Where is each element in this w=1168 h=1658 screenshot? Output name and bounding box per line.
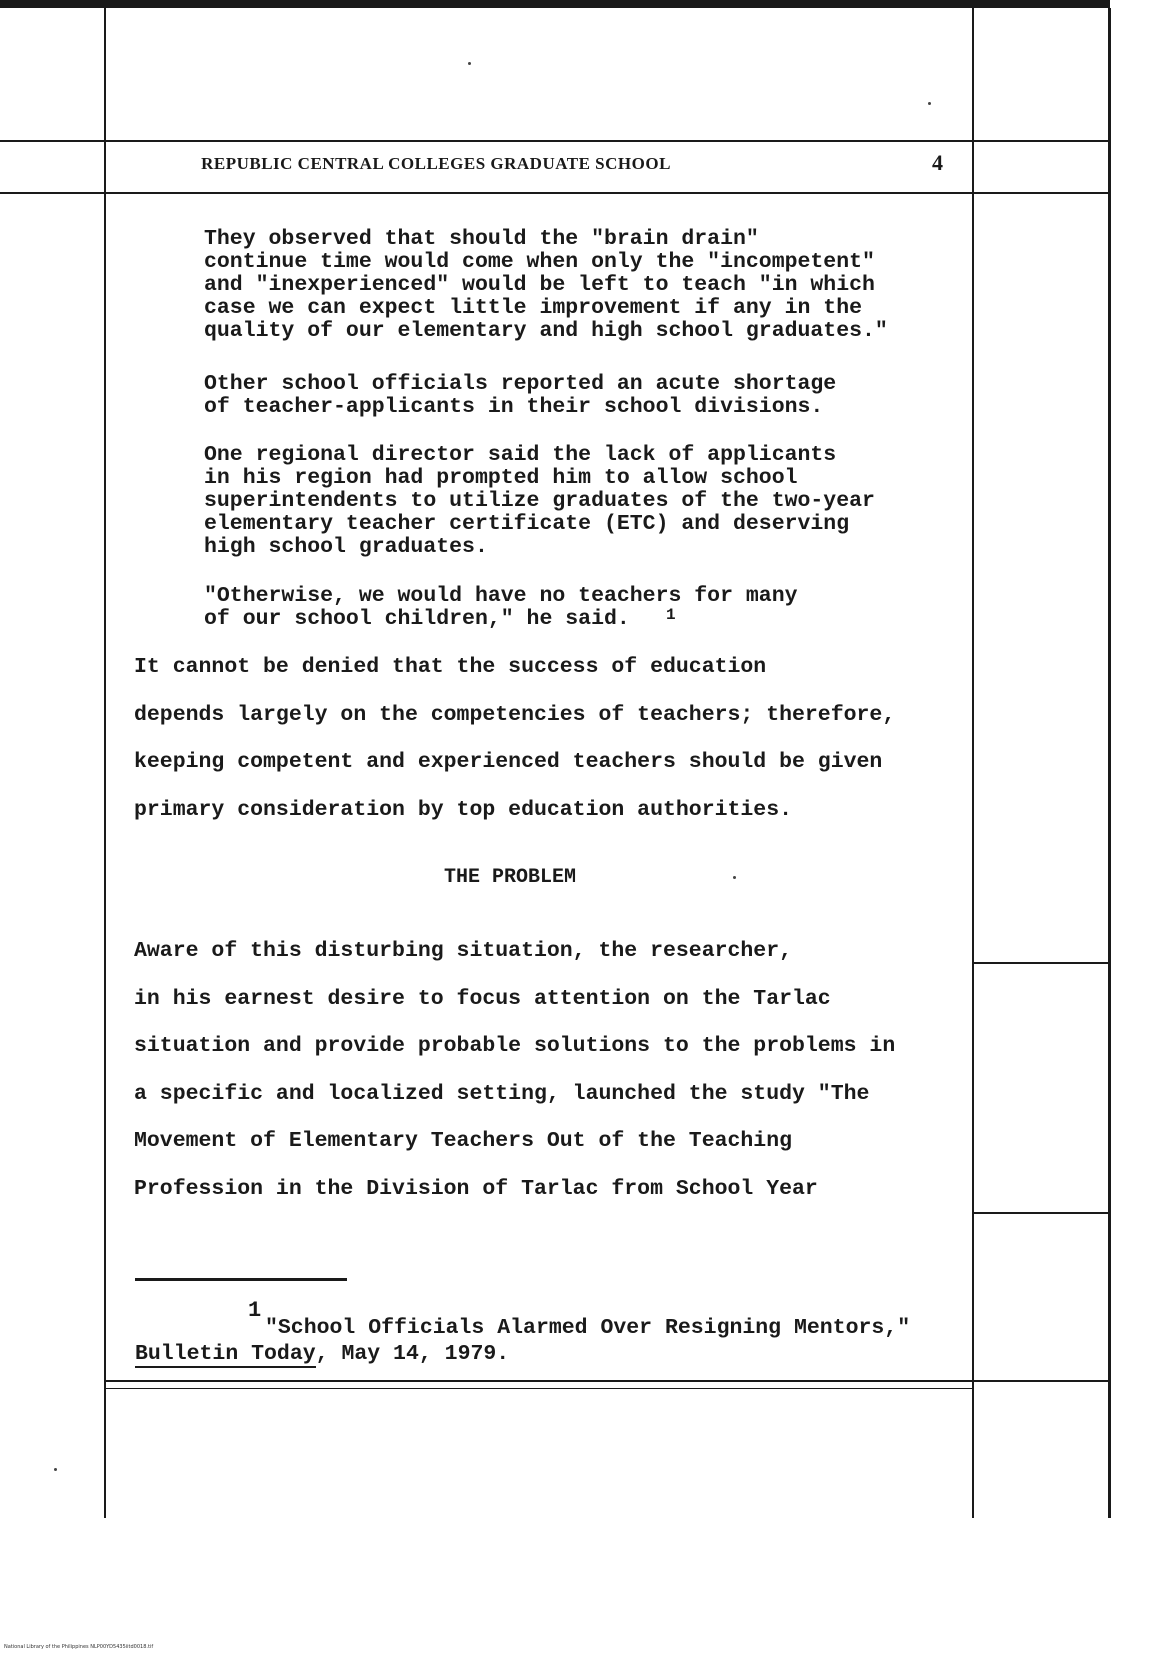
scan-speck [54, 1468, 57, 1471]
quote-paragraph-3: One regional director said the lack of applicants in his region had prompted him to allow school superintendents to utilize graduates of the two-year elementary teacher certificate (ETC) and deserving high school graduates. [204, 443, 875, 559]
right-margin-line [972, 8, 974, 1518]
footnote-separator [135, 1278, 347, 1281]
footnote-publication: Bulletin Today [135, 1342, 316, 1366]
header-school-name: REPUBLIC CENTRAL COLLEGES GRADUATE SCHOOL [201, 154, 671, 173]
header-bottom-rule [0, 192, 1110, 194]
far-right-border [1108, 8, 1111, 1518]
body-paragraph-2: Aware of this disturbing situation, the researcher, in his earnest desire to focus attention on the Tarlac situation and provide probable solutions to the problems in a specific and localized setting, launched the study "The Movement of Elementary Teachers Out of the Teaching Profession in the Division of Tarlac from School Year [134, 939, 896, 1201]
footnote-reference: 1 [666, 606, 676, 624]
quote-paragraph-1: They observed that should the "brain drain" continue time would come when only the "incompetent" and "inexperienced" would be left to teach "in which case we can expect little improvement if any in the quality of our elementary and high school graduates." [204, 227, 888, 343]
header-top-rule [0, 140, 1110, 142]
quote-paragraph-2: Other school officials reported an acute shortage of teacher-applicants in their school divisions. [204, 372, 837, 419]
footnote-number: 1 [248, 1298, 262, 1323]
archive-credit: National Library of the Philippines NLP00YD5435iitd0018.tif [4, 1644, 154, 1650]
footer-bottom-rule [104, 1388, 974, 1389]
body-paragraph-1: It cannot be denied that the success of education depends largely on the competencies of teachers; therefore, keeping competent and experienced teachers should be given primary consideration by top education authorities. [134, 655, 896, 822]
section-title: THE PROBLEM [443, 866, 577, 889]
right-column-rule-2 [974, 1212, 1110, 1214]
quote-paragraph-4: "Otherwise, we would have no teachers for many of our school children," he said. [204, 584, 798, 631]
page-number: 4 [932, 150, 943, 175]
footer-top-rule [104, 1380, 1110, 1382]
footnote-title: "School Officials Alarmed Over Resigning Mentors," [265, 1316, 911, 1340]
scan-speck [468, 62, 471, 65]
scan-speck [928, 102, 931, 105]
top-border [0, 0, 1110, 8]
left-margin-line [104, 8, 106, 1518]
footnote-citation [135, 1342, 509, 1366]
footnote-date: , May 14, 1979. [315, 1342, 510, 1366]
right-column-rule-1 [974, 962, 1110, 964]
